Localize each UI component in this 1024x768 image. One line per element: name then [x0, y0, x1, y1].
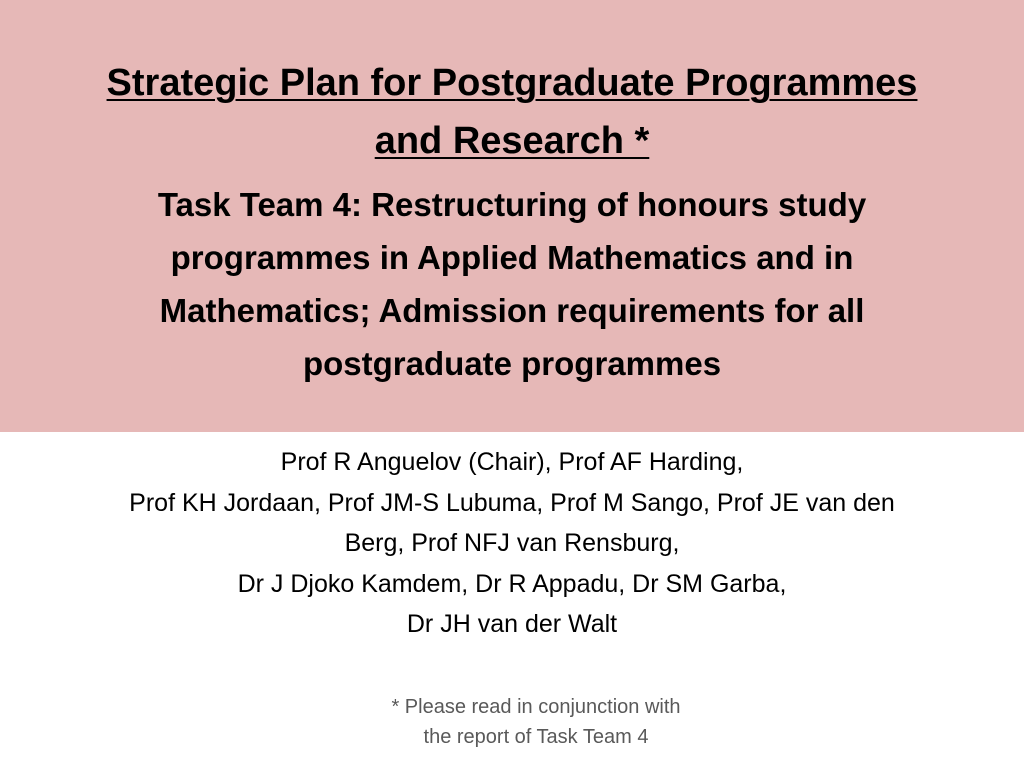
slide-subtitle-line-2: programmes in Applied Mathematics and in — [170, 239, 854, 276]
slide-subtitle-line-3: Mathematics; Admission requirements for all — [159, 292, 865, 329]
slide-title-line-1: Strategic Plan for Postgraduate Programmes — [106, 62, 918, 104]
slide-subtitle-line-1: Task Team 4: Restructuring of honours study — [157, 186, 867, 223]
footnote — [300, 692, 772, 752]
slide-title-line-2: and Research * — [374, 120, 650, 162]
slide-subtitle — [60, 178, 964, 390]
authors-line-2: Prof KH Jordaan, Prof JM-S Lubuma, Prof M Sango, Prof JE van den — [129, 488, 895, 517]
footnote-line-2: the report of Task Team 4 — [423, 726, 649, 748]
authors-line-5: Dr JH van der Walt — [406, 610, 618, 638]
authors-line-4: Dr J Djoko Kamdem, Dr R Appadu, Dr SM Garba, — [237, 569, 787, 598]
slide-title — [20, 54, 1004, 170]
authors-line-3: Berg, Prof NFJ van Rensburg, — [344, 529, 680, 557]
slide-subtitle-line-4: postgraduate programmes — [302, 345, 722, 382]
footnote-line-1: * Please read in conjunction with — [391, 696, 681, 718]
authors-list — [30, 442, 994, 645]
authors-line-1: Prof R Anguelov (Chair), Prof AF Harding, — [280, 448, 744, 476]
